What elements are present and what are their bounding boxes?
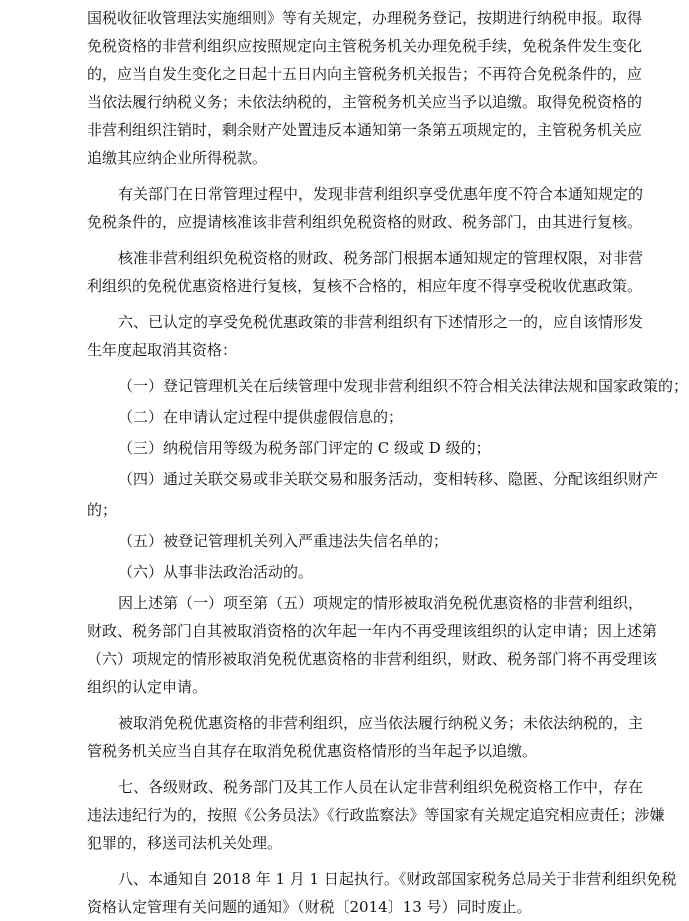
paragraph-p2 (87, 180, 644, 236)
list-item: （四）通过关联交易或非关联交易和服务活动，变相转移、隐匿、分配该组织财产 (118, 470, 659, 488)
list-item: （二）在申请认定过程中提供虚假信息的； (118, 408, 404, 426)
paragraph-p1 (87, 4, 641, 172)
paragraph-line: 有关部门在日常管理过程中，发现非营利组织享受优惠年度不符合本通知规定的 (118, 185, 644, 203)
paragraph-line: 追缴其应纳企业所得税款。 (87, 149, 268, 167)
paragraph-line: 财政、税务部门自其被取消资格的次年起一年内不再受理该组织的认定申请；因上述第 (87, 622, 658, 640)
document-body-top (87, 4, 644, 364)
paragraph-line: 八、本通知自 2018 年 1 月 1 日起执行。《财政部国家税务总局关于非营利组织免税 (118, 870, 677, 888)
paragraph-line: 核准非营利组织免税资格的财政、税务部门根据本通知规定的管理权限，对非营 (118, 249, 644, 267)
paragraph-line: 免税资格的非营利组织应按照规定向主管税务机关办理免税手续，免税条件发生变化 (87, 37, 643, 55)
paragraph-line: 免税条件的，应提请核准该非营利组织免税资格的财政、税务部门，由其进行复核。 (87, 213, 643, 231)
revocation-conditions-list (87, 372, 689, 586)
paragraph-p7 (87, 773, 665, 857)
paragraph-line: 被取消免税优惠资格的非营利组织，应当依法履行纳税义务；未依法纳税的，主 (118, 714, 644, 732)
paragraph-line: 当依法履行纳税义务；未依法纳税的，主管税务机关应当予以追缴。取得免税资格的 (87, 93, 643, 111)
paragraph-p6 (87, 709, 644, 765)
paragraph-line: 资格认定管理有关问题的通知》（财税〔2014〕13 号）同时废止。 (87, 898, 532, 916)
document-body-bottom (87, 589, 677, 921)
paragraph-line: 国税收征收管理法实施细则》等有关规定，办理税务登记，按期进行纳税申报。取得 (87, 9, 643, 27)
paragraph-p8 (87, 865, 677, 921)
list-item: （五）被登记管理机关列入严重违法失信名单的； (118, 532, 449, 550)
paragraph-line: 非营利组织注销时，剩余财产处置违反本通知第一条第五项规定的，主管税务机关应 (87, 121, 643, 139)
paragraph-p4 (87, 308, 644, 364)
list-item: （三）纳税信用等级为税务部门评定的 C 级或 D 级的； (118, 439, 491, 457)
list-item: （一）登记管理机关在后续管理中发现非营利组织不符合相关法律法规和国家政策的； (118, 377, 689, 395)
paragraph-line: 七、各级财政、税务部门及其工作人员在认定非营利组织免税资格工作中，存在 (118, 778, 644, 796)
paragraph-line: 生年度起取消其资格： (87, 341, 238, 359)
paragraph-line: 利组织的免税优惠资格进行复核，复核不合格的，相应年度不得享受税收优惠政策。 (87, 277, 643, 295)
paragraph-line: 管税务机关应当自其存在取消免税优惠资格情形的当年起予以追缴。 (87, 742, 538, 760)
paragraph-line: 组织的认定申请。 (87, 678, 208, 696)
paragraph-p5 (87, 589, 658, 701)
paragraph-line: 犯罪的，移送司法机关处理。 (87, 834, 283, 852)
paragraph-p3 (87, 244, 644, 300)
paragraph-line: 违法违纪行为的，按照《公务员法》《行政监察法》等国家有关规定追究相应责任；涉嫌 (87, 806, 665, 824)
paragraph-line: 的，应当自发生变化之日起十五日内向主管税务机关报告；不再符合免税条件的，应 (87, 65, 643, 83)
list-item: 的； (87, 501, 118, 519)
paragraph-line: 六、已认定的享受免税优惠政策的非营利组织有下述情形之一的，应自该情形发 (118, 313, 644, 331)
list-item: （六）从事非法政治活动的。 (118, 563, 314, 581)
paragraph-line: 因上述第（一）项至第（五）项规定的情形被取消免税优惠资格的非营利组织， (118, 594, 644, 612)
paragraph-line: （六）项规定的情形被取消免税优惠资格的非营利组织，财政、税务部门将不再受理该 (87, 650, 658, 668)
